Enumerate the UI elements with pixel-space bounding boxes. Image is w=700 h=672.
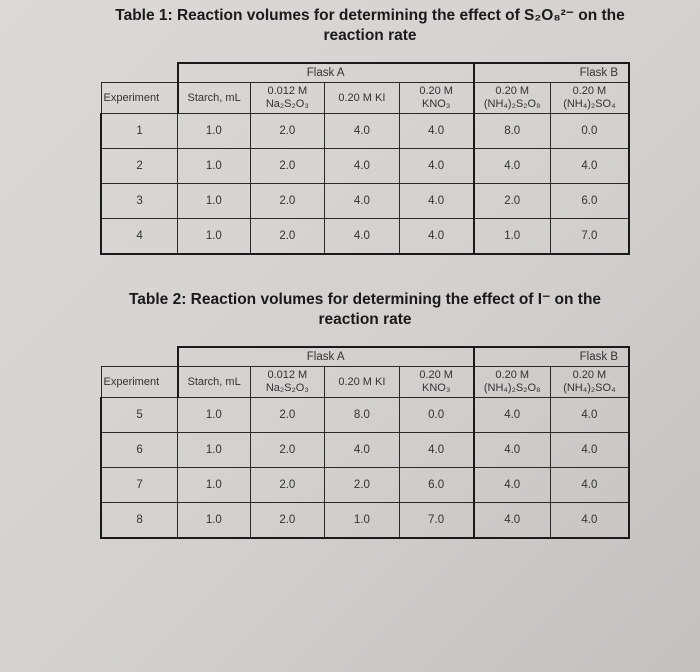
col-header [250, 83, 325, 114]
table2 [100, 346, 630, 539]
cell: 1.0 [178, 468, 250, 503]
table-row [101, 468, 629, 503]
col-header: 0.20 M KI [325, 367, 400, 398]
cell: 4.0 [325, 149, 400, 184]
table2-caption-line1: Table 2: Reaction volumes for determining the effect of I⁻ on the [128, 291, 602, 308]
col-header [399, 367, 474, 398]
cell: 4.0 [550, 149, 629, 184]
col-header: 0.20 M KI [325, 83, 400, 114]
flask-b-label: Flask B [474, 63, 629, 83]
col-header [474, 83, 551, 114]
col-header-text: 0.20 M (NH₄)₂S₂O₈ [483, 369, 541, 394]
table-row [101, 219, 629, 255]
table-row [101, 398, 629, 433]
cell: 6 [101, 433, 178, 468]
cell: 4.0 [474, 149, 551, 184]
col-header [250, 367, 325, 398]
cell: 7.0 [399, 503, 474, 539]
col-header [550, 367, 629, 398]
cell: 1.0 [178, 184, 250, 219]
cell: 4.0 [550, 503, 629, 539]
table-row [101, 503, 629, 539]
cell: 1.0 [178, 503, 250, 539]
col-header-text: 0.20 M (NH₄)₂S₂O₈ [483, 85, 541, 110]
flask-b-label: Flask B [474, 347, 629, 367]
cell: 4.0 [399, 433, 474, 468]
cell: 4.0 [399, 149, 474, 184]
cell: 4.0 [325, 184, 400, 219]
col-header-text: 0.20 M (NH₄)₂SO₄ [563, 85, 616, 110]
table2-caption [110, 290, 620, 330]
flask-a-label: Flask A [178, 347, 474, 367]
cell: 7 [101, 468, 178, 503]
cell: 4.0 [399, 184, 474, 219]
cell: 5 [101, 398, 178, 433]
cell: 4.0 [325, 114, 400, 149]
table-row [101, 184, 629, 219]
table2-caption-line2: reaction rate [318, 311, 412, 328]
cell: 4.0 [474, 398, 551, 433]
cell: 7.0 [550, 219, 629, 255]
table1-caption [100, 6, 640, 46]
cell: 3 [101, 184, 178, 219]
cell: 4.0 [550, 398, 629, 433]
cell: 1.0 [474, 219, 551, 255]
col-header: Experiment [101, 83, 178, 114]
table1-caption-line1: Table 1: Reaction volumes for determining the effect of S₂O₈²⁻ on the [115, 7, 625, 24]
cell: 4.0 [474, 468, 551, 503]
col-header-text: 0.20 M KNO₃ [419, 369, 453, 394]
cell: 6.0 [399, 468, 474, 503]
table1-caption-line2: reaction rate [323, 27, 417, 44]
cell: 2.0 [474, 184, 551, 219]
cell: 1 [101, 114, 178, 149]
table-row [101, 149, 629, 184]
col-header-text: 0.20 M (NH₄)₂SO₄ [563, 369, 616, 394]
cell: 2.0 [250, 114, 325, 149]
cell: 1.0 [178, 114, 250, 149]
table2-header-row [101, 367, 629, 398]
col-header: Starch, mL [178, 83, 250, 114]
col-header-text: 0.012 M Na₂S₂O₃ [265, 369, 309, 394]
table1-header-row [101, 83, 629, 114]
col-header-text: 0.012 M Na₂S₂O₃ [265, 85, 309, 110]
cell: 0.0 [399, 398, 474, 433]
cell: 2.0 [250, 468, 325, 503]
cell: 1.0 [178, 149, 250, 184]
table-row [101, 114, 629, 149]
cell: 2.0 [250, 433, 325, 468]
cell: 4.0 [474, 503, 551, 539]
cell: 4.0 [325, 433, 400, 468]
cell: 4.0 [550, 468, 629, 503]
cell: 2.0 [250, 219, 325, 255]
cell: 2.0 [250, 184, 325, 219]
cell: 4.0 [474, 433, 551, 468]
col-header-text: 0.20 M KNO₃ [419, 85, 453, 110]
cell: 8.0 [474, 114, 551, 149]
cell: 8 [101, 503, 178, 539]
table-row [101, 433, 629, 468]
cell: 4 [101, 219, 178, 255]
cell: 1.0 [325, 503, 400, 539]
cell: 4.0 [399, 114, 474, 149]
cell: 0.0 [550, 114, 629, 149]
col-header [474, 367, 551, 398]
col-header: Starch, mL [178, 367, 250, 398]
cell: 4.0 [399, 219, 474, 255]
col-header [399, 83, 474, 114]
cell: 6.0 [550, 184, 629, 219]
col-header [550, 83, 629, 114]
cell: 8.0 [325, 398, 400, 433]
cell: 2 [101, 149, 178, 184]
table1 [100, 62, 630, 255]
flask-a-label: Flask A [178, 63, 474, 83]
col-header: Experiment [101, 367, 178, 398]
cell: 1.0 [178, 398, 250, 433]
cell: 1.0 [178, 219, 250, 255]
cell: 2.0 [250, 503, 325, 539]
cell: 2.0 [250, 149, 325, 184]
cell: 1.0 [178, 433, 250, 468]
cell: 4.0 [325, 219, 400, 255]
cell: 2.0 [250, 398, 325, 433]
cell: 4.0 [550, 433, 629, 468]
cell: 2.0 [325, 468, 400, 503]
